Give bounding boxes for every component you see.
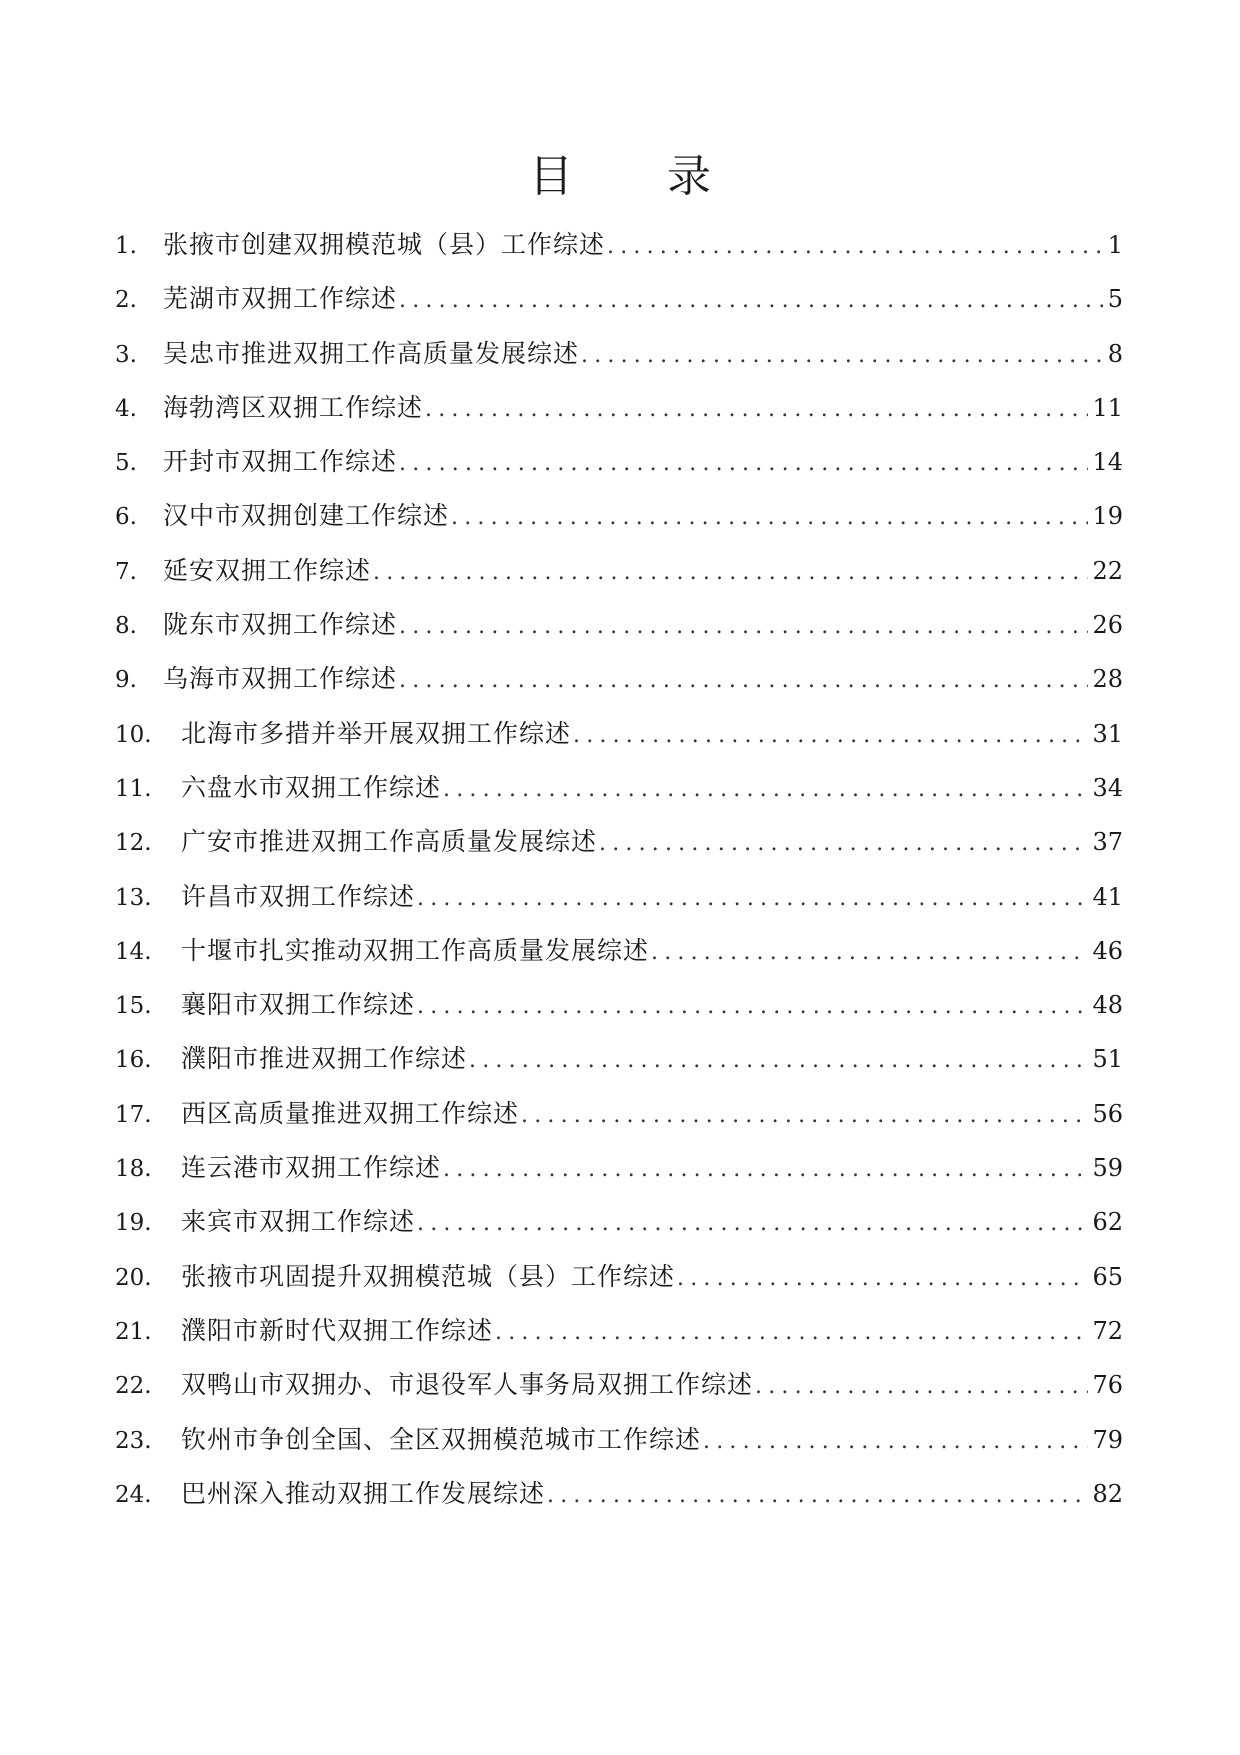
toc-entry-title: 延安双拥工作综述 [163,555,372,585]
toc-entry[interactable] [115,1195,1123,1249]
toc-entry[interactable] [115,272,1123,326]
toc-dot-leader [443,1143,1088,1197]
toc-entry-page-number: 82 [1092,1479,1123,1508]
toc-dot-leader [703,1415,1088,1469]
toc-entry-title: 乌海市双拥工作综述 [163,664,398,694]
toc-entry-page-number: 41 [1092,882,1123,911]
toc-entry-title: 襄阳市双拥工作综述 [181,990,416,1020]
toc-entry[interactable] [115,218,1123,272]
toc-entry-page-number: 31 [1092,719,1123,748]
toc-entry-number: 10. [115,721,152,748]
toc-dot-leader [651,926,1088,980]
toc-entry-number: 15. [115,993,152,1020]
toc-entry[interactable] [115,1141,1123,1195]
toc-entry[interactable] [115,544,1123,598]
toc-entry-number: 22. [115,1373,152,1400]
toc-entry[interactable] [115,924,1123,978]
page-title: 目 录 [529,151,751,203]
toc-entry-number: 4. [115,395,137,422]
toc-entry-number: 19. [115,1210,152,1237]
toc-entry-title: 西区高质量推进双拥工作综述 [181,1098,520,1128]
toc-entry-title: 巴州深入推动双拥工作发展综述 [181,1478,546,1508]
toc-entry-title: 许昌市双拥工作综述 [181,881,416,911]
toc-entry-page-number: 59 [1092,1154,1123,1183]
toc-entry-page-number: 51 [1092,1045,1123,1074]
toc-entry[interactable] [115,1087,1123,1141]
toc-dot-leader [677,1252,1088,1306]
toc-entry-page-number: 65 [1092,1262,1123,1291]
toc-entry-number: 17. [115,1101,152,1128]
toc-entry-title: 吴忠市推进双拥工作高质量发展综述 [163,338,580,368]
toc-entry-number: 14. [115,938,152,965]
toc-dot-leader [755,1360,1088,1414]
toc-dot-leader [599,817,1088,871]
toc-entry-page-number: 79 [1092,1425,1123,1454]
toc-entry[interactable] [115,1032,1123,1086]
toc-dot-leader [417,872,1088,926]
toc-dot-leader [399,437,1088,491]
toc-entry-title: 广安市推进双拥工作高质量发展综述 [181,827,598,857]
toc-dot-leader [573,709,1088,763]
toc-dot-leader [469,1034,1088,1088]
toc-entry-page-number: 56 [1092,1099,1123,1128]
toc-entry-page-number: 72 [1092,1316,1123,1345]
toc-entry-number: 7. [115,558,137,585]
toc-entry[interactable] [115,761,1123,815]
toc-entry-page-number: 5 [1107,285,1123,314]
toc-entry-title: 张掖市巩固提升双拥模范城（县）工作综述 [181,1261,676,1291]
toc-entry[interactable] [115,435,1123,489]
toc-entry-title: 连云港市双拥工作综述 [181,1153,442,1183]
toc-entry-number: 9. [115,667,137,694]
toc-entry-page-number: 11 [1092,393,1123,422]
toc-dot-leader [581,329,1104,383]
toc-entry-title: 北海市多措并举开展双拥工作综述 [181,718,572,748]
toc-entry-number: 20. [115,1264,152,1291]
toc-entry-title: 陇东市双拥工作综述 [163,610,398,640]
toc-entry-title: 张掖市创建双拥模范城（县）工作综述 [163,230,606,259]
toc-dot-leader [607,220,1104,274]
toc-entry-page-number: 46 [1092,936,1123,965]
toc-entry-page-number: 8 [1107,339,1123,368]
toc-entry-number: 12. [115,830,152,857]
toc-entry-page-number: 37 [1092,828,1123,857]
toc-entry[interactable] [115,652,1123,706]
toc-entry[interactable] [115,381,1123,435]
toc-entry-number: 21. [115,1318,152,1345]
toc-entry-title: 六盘水市双拥工作综述 [181,772,442,802]
toc-entry[interactable] [115,870,1123,924]
toc-entry-title: 钦州市争创全国、全区双拥模范城市工作综述 [181,1424,702,1454]
toc-entry-page-number: 1 [1107,231,1123,259]
toc-entry-title: 濮阳市新时代双拥工作综述 [181,1315,494,1345]
toc-entry-number: 1. [115,233,137,259]
toc-entry-number: 16. [115,1047,152,1074]
toc-entry[interactable] [115,1250,1123,1304]
toc-dot-leader [373,546,1088,600]
toc-entry-title: 十堰市扎实推动双拥工作高质量发展综述 [181,935,650,965]
toc-entry[interactable] [115,707,1123,761]
toc-entry-page-number: 19 [1092,502,1123,531]
toc-entry-page-number: 76 [1092,1371,1123,1400]
table-of-contents [115,218,1123,1521]
toc-entry[interactable] [115,1358,1123,1412]
toc-entry-number: 6. [115,504,137,531]
toc-entry-number: 18. [115,1156,152,1183]
toc-entry-page-number: 22 [1092,556,1123,585]
toc-entry-number: 13. [115,884,152,911]
toc-dot-leader [521,1089,1088,1143]
toc-entry[interactable] [115,598,1123,652]
toc-entry-title: 双鸭山市双拥办、市退役军人事务局双拥工作综述 [181,1370,754,1400]
toc-entry-number: 11. [115,775,152,802]
toc-entry-number: 24. [115,1481,152,1508]
toc-entry[interactable] [115,978,1123,1032]
toc-entry-page-number: 48 [1092,991,1123,1020]
toc-entry-number: 23. [115,1427,152,1454]
toc-dot-leader [399,274,1104,328]
toc-entry-page-number: 14 [1092,448,1123,477]
toc-entry-title: 来宾市双拥工作综述 [181,1207,416,1237]
toc-dot-leader [399,654,1088,708]
toc-entry-title: 海勃湾区双拥工作综述 [163,392,424,422]
toc-dot-leader [495,1306,1088,1360]
toc-dot-leader [443,763,1088,817]
toc-entry-title: 开封市双拥工作综述 [163,447,398,477]
toc-entry[interactable] [115,327,1123,381]
toc-entry-number: 5. [115,450,137,477]
toc-entry[interactable] [115,1304,1123,1358]
toc-entry-page-number: 28 [1092,665,1123,694]
toc-entry-title: 濮阳市推进双拥工作综述 [181,1044,468,1074]
toc-entry[interactable] [115,489,1123,543]
toc-entry-page-number: 62 [1092,1208,1123,1237]
toc-entry-number: 2. [115,287,137,314]
toc-dot-leader [547,1469,1088,1523]
toc-entry[interactable] [115,1413,1123,1467]
toc-entry[interactable] [115,1467,1123,1521]
toc-entry-number: 8. [115,613,137,640]
toc-entry-page-number: 26 [1092,611,1123,640]
toc-dot-leader [417,980,1088,1034]
toc-entry[interactable] [115,815,1123,869]
toc-dot-leader [399,600,1088,654]
toc-entry-page-number: 34 [1092,773,1123,802]
toc-dot-leader [417,1197,1088,1251]
toc-dot-leader [451,491,1088,545]
toc-entry-title: 汉中市双拥创建工作综述 [163,501,450,531]
toc-dot-leader [425,383,1088,437]
toc-entry-number: 3. [115,341,137,368]
toc-entry-title: 芜湖市双拥工作综述 [163,284,398,314]
